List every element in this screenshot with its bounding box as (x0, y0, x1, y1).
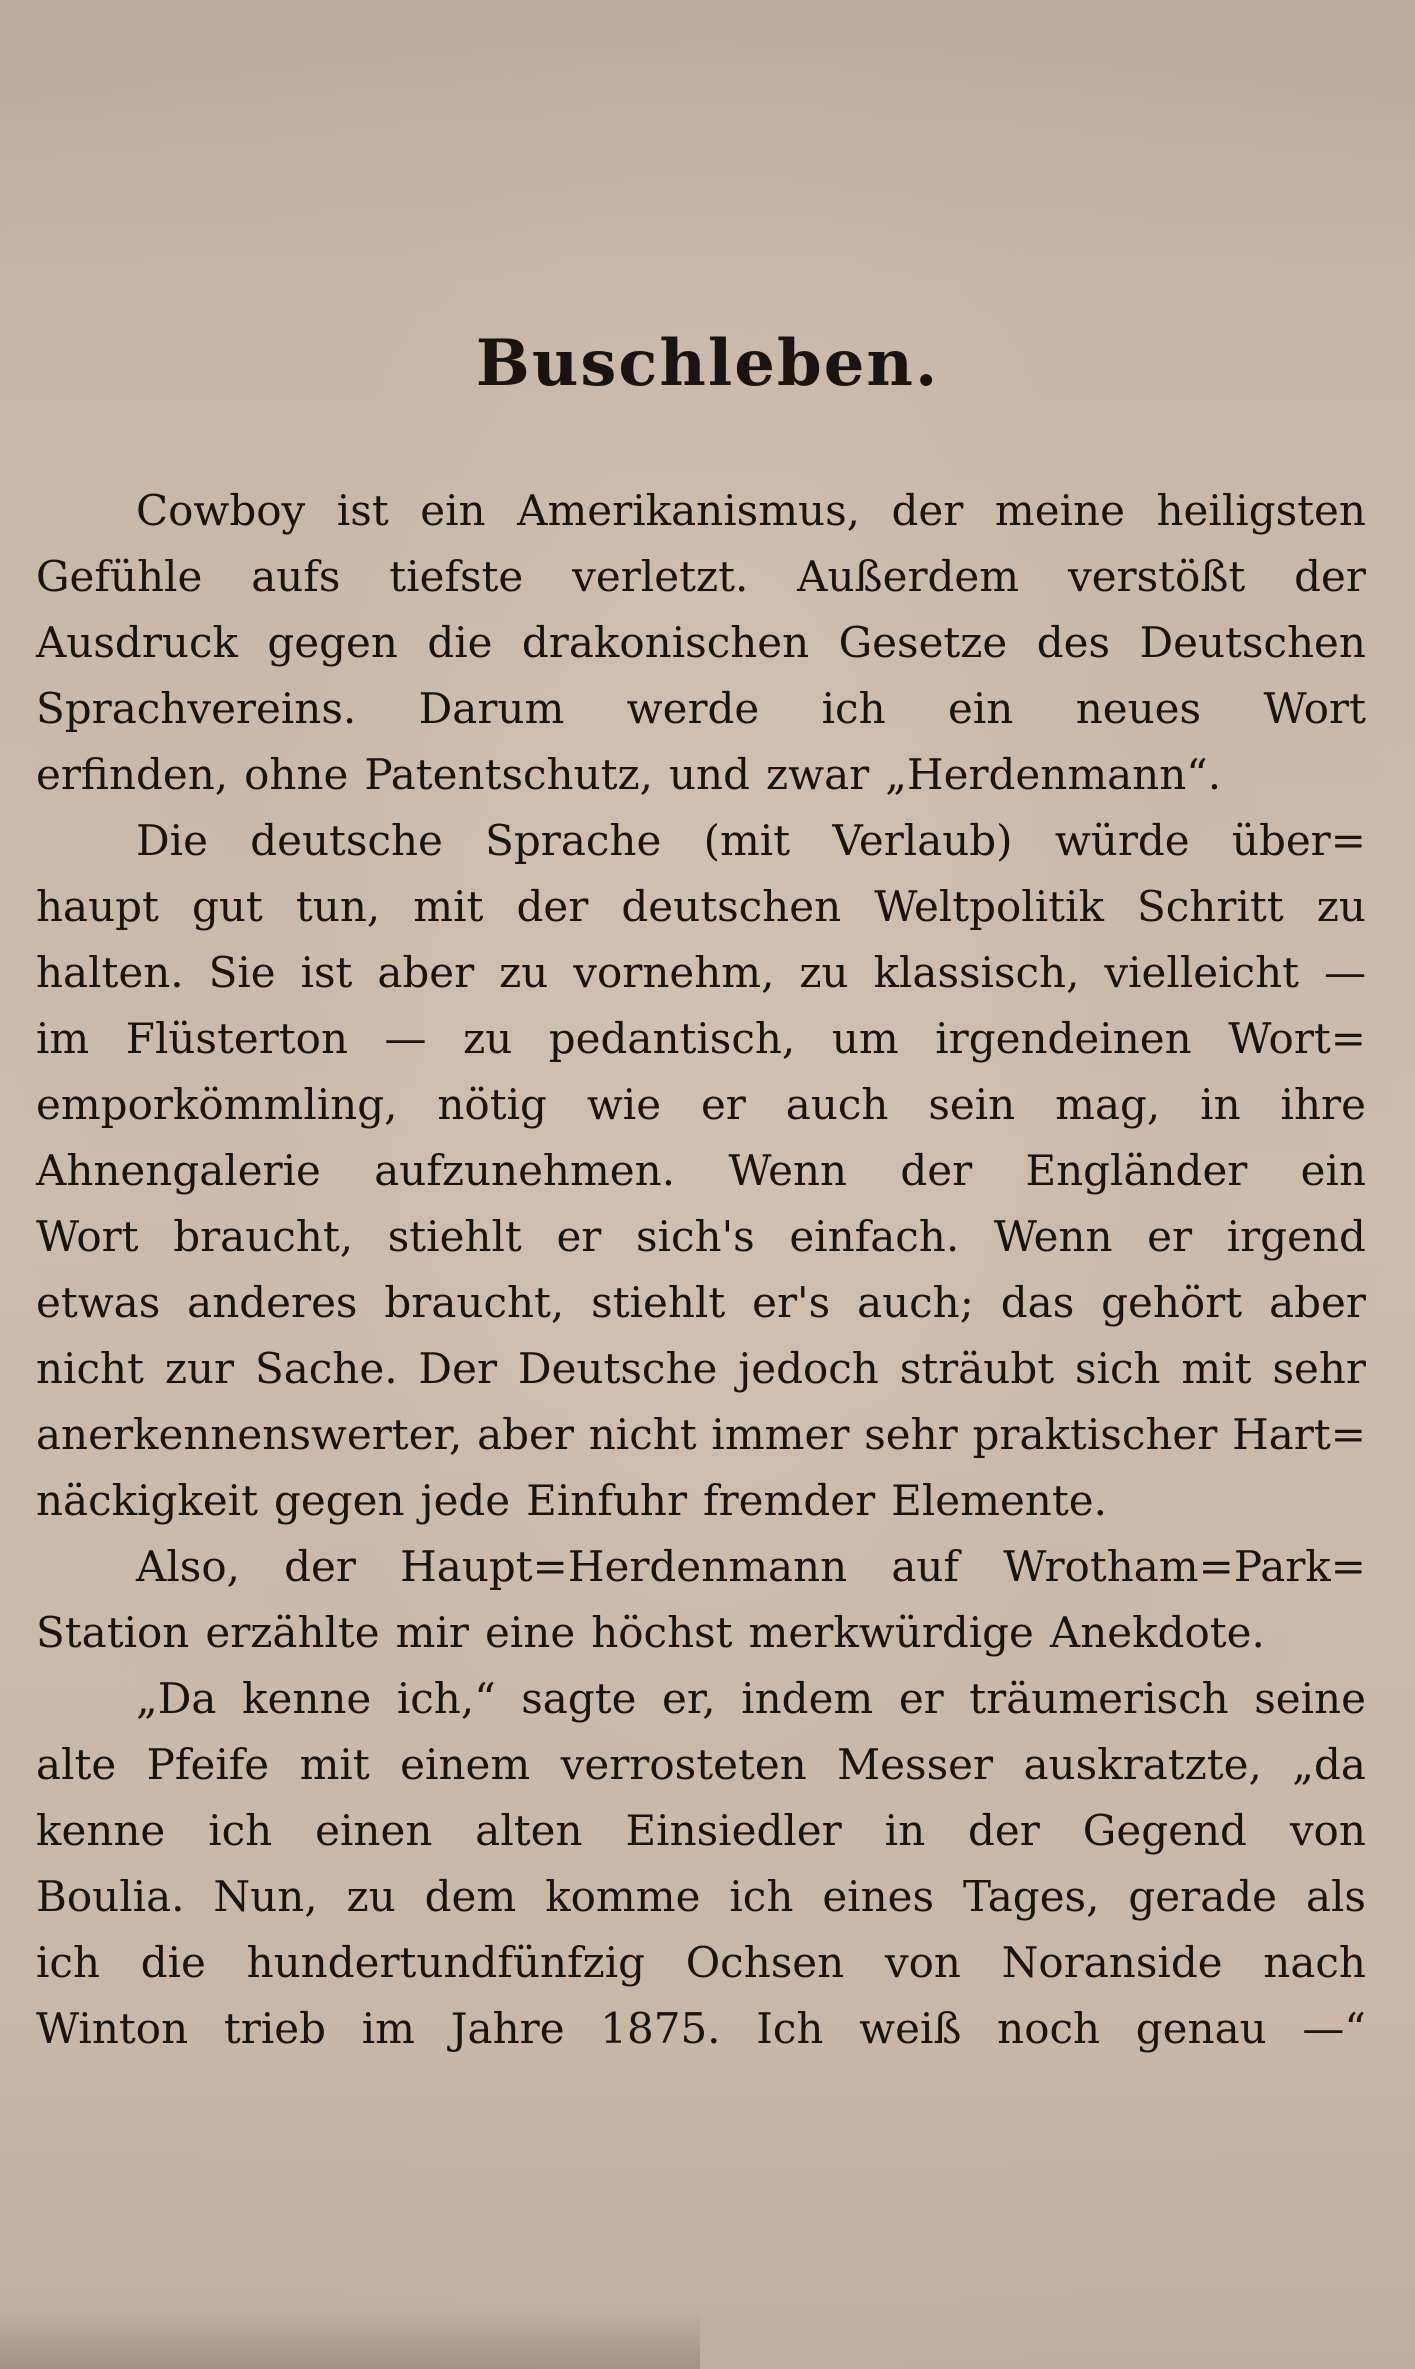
word: —“ (1302, 2004, 1366, 2053)
word: auch; (857, 1278, 974, 1327)
word: Sache. (254, 1344, 398, 1393)
word: ihre (1280, 1080, 1366, 1129)
word: pedantisch, (548, 1014, 796, 1063)
word: sehr (864, 1410, 958, 1459)
word: er (700, 1080, 746, 1129)
text-line (36, 1270, 1366, 1336)
text-line (36, 874, 1366, 940)
text-line (36, 1072, 1366, 1138)
word: emporkömmling, (36, 1080, 398, 1129)
text-line (36, 1666, 1366, 1732)
word: gut (191, 882, 263, 931)
word: Wort= (1228, 1014, 1366, 1063)
word: hundertundfünfzig (246, 1938, 646, 1987)
word: stiehlt (387, 1212, 522, 1261)
word: Nun, (213, 1872, 318, 1921)
word: ich,“ (396, 1674, 496, 1723)
word: irgendeinen (935, 1014, 1192, 1063)
word: ein (420, 486, 486, 535)
word: Tages, (963, 1872, 1100, 1921)
word: Ochsen (685, 1938, 845, 1987)
word: deutschen (621, 882, 842, 931)
word: Sie (208, 948, 276, 997)
word: merkwürdige (748, 1608, 1034, 1657)
word: der (900, 1146, 973, 1195)
word: einen (315, 1806, 433, 1855)
word: indem (741, 1674, 874, 1723)
word: mag, (1055, 1080, 1161, 1129)
word: zu (346, 1872, 396, 1921)
word: Schritt (1137, 882, 1284, 931)
text-line (36, 1006, 1366, 1072)
word: drakonischen (521, 618, 810, 667)
word: zu (1316, 882, 1366, 931)
word: kenne (242, 1674, 372, 1723)
word: vielleicht (1104, 948, 1300, 997)
word: eine (485, 1608, 576, 1657)
word: Boulia. (36, 1872, 185, 1921)
text-line (36, 1996, 1366, 2062)
word: auskratzte, (1023, 1740, 1262, 1789)
word: Wenn (728, 1146, 848, 1195)
word: nicht (36, 1344, 144, 1393)
word: der (1294, 552, 1366, 601)
word: braucht, (384, 1278, 565, 1327)
word: Winton (36, 2004, 189, 2053)
word: der (284, 1542, 356, 1591)
word: er (1147, 1212, 1193, 1261)
word: Gegend (1082, 1806, 1247, 1855)
word: aufzunehmen. (374, 1146, 676, 1195)
word: ein (1300, 1146, 1366, 1195)
word: ohne (244, 750, 349, 799)
word: trieb (223, 2004, 326, 2053)
word: eines (822, 1872, 935, 1921)
word: wie (586, 1080, 662, 1129)
word: mit (299, 1740, 370, 1789)
word: Weltpolitik (874, 882, 1104, 931)
word: Engländer (1025, 1146, 1248, 1195)
word: Haupt=Herdenmann (400, 1542, 848, 1591)
word: Flüsterton (125, 1014, 348, 1063)
word: Jahre (450, 2004, 565, 2053)
word: aufs (251, 552, 341, 601)
word: von (1289, 1806, 1366, 1855)
chapter-title: Buschleben. (475, 326, 940, 401)
text-line (36, 478, 1366, 544)
word: jedoch (738, 1344, 879, 1393)
word: einem (400, 1740, 531, 1789)
word: Anekdote. (1049, 1608, 1265, 1657)
word: genau (1135, 2004, 1267, 2053)
word: Gefühle (36, 552, 203, 601)
word: „Da (136, 1674, 217, 1723)
word: verletzt. (572, 552, 749, 601)
word: auf (891, 1542, 959, 1591)
word: — (384, 1014, 427, 1063)
word: gegen (267, 618, 398, 667)
word: vornehm, (573, 948, 775, 997)
word: klassisch, (873, 948, 1080, 997)
word: tiefste (389, 552, 524, 601)
word: mir (395, 1608, 470, 1657)
word: gerade (1128, 1872, 1278, 1921)
word: Station (36, 1608, 190, 1657)
word: Sprachvereins. (36, 684, 357, 733)
text-line (36, 742, 1366, 808)
word: haupt (36, 882, 159, 931)
word: im (361, 2004, 415, 2053)
word: alte (36, 1740, 117, 1789)
word: nicht (588, 1410, 697, 1459)
word: Wort (36, 1212, 139, 1261)
word: auch (785, 1080, 889, 1129)
word: erzählte (205, 1608, 380, 1657)
word: anerkennenswerter, (36, 1410, 463, 1459)
text-line (36, 1732, 1366, 1798)
word: Ich (756, 2004, 824, 2053)
word: nach (1263, 1938, 1366, 1987)
word: des (1036, 618, 1111, 667)
text-line (36, 1930, 1366, 1996)
word: 1875. (600, 2004, 721, 2053)
text-line (36, 1468, 1366, 1534)
word: ist (300, 948, 353, 997)
word: Hart= (1232, 1410, 1366, 1459)
word: weiß (859, 2004, 962, 2053)
word: Deutsche (517, 1344, 718, 1393)
word: Sprache (485, 816, 662, 865)
text-line (36, 1798, 1366, 1864)
word: die (140, 1938, 206, 1987)
word: würde (1054, 816, 1190, 865)
text-line (36, 940, 1366, 1006)
word: zur (164, 1344, 235, 1393)
word: und (669, 750, 750, 799)
word: meine (994, 486, 1125, 535)
word: Wort (1263, 684, 1366, 733)
word: Verlaub) (832, 816, 1013, 865)
word: ich (208, 1806, 273, 1855)
word: praktischer (972, 1410, 1218, 1459)
word: sträubt (899, 1344, 1055, 1393)
word: Elemente. (891, 1476, 1107, 1525)
word: Ahnengalerie (36, 1146, 321, 1195)
word: Cowboy (136, 486, 306, 535)
word: erfinden, (36, 750, 229, 799)
word: sehr (1272, 1344, 1366, 1393)
word: dem (424, 1872, 517, 1921)
word: alten (475, 1806, 583, 1855)
word: fremder (703, 1476, 876, 1525)
word: Der (418, 1344, 498, 1393)
word: immer (711, 1410, 850, 1459)
word: Messer (837, 1740, 994, 1789)
word: Wenn (993, 1212, 1113, 1261)
word: in (884, 1806, 926, 1855)
word: sich's (636, 1212, 755, 1261)
word: über= (1231, 816, 1366, 865)
chapter-text (36, 478, 1366, 2062)
word: gegen (274, 1476, 405, 1525)
word: Ausdruck (36, 618, 238, 667)
word: zwar (766, 750, 870, 799)
word: halten. (36, 948, 184, 997)
word: stiehlt (591, 1278, 726, 1327)
page-edge-shadow (0, 2310, 700, 2369)
word: anderes (187, 1278, 358, 1327)
text-line (36, 1864, 1366, 1930)
word: zu (499, 948, 549, 997)
word: träumerisch (969, 1674, 1229, 1723)
word: ist (336, 486, 389, 535)
word: Einsiedler (625, 1806, 842, 1855)
word: das (1000, 1278, 1075, 1327)
word: kenne (36, 1806, 166, 1855)
word: er (556, 1212, 602, 1261)
word: ein (948, 684, 1014, 733)
word: noch (997, 2004, 1101, 2053)
word: sein (928, 1080, 1016, 1129)
word: nötig (437, 1080, 547, 1129)
word: der (891, 486, 964, 535)
word: der (516, 882, 589, 931)
word: als (1305, 1872, 1366, 1921)
text-line (36, 808, 1366, 874)
word: Darum (418, 684, 565, 733)
word: er (898, 1674, 944, 1723)
word: — (1323, 948, 1366, 997)
word: die (427, 618, 493, 667)
word: sagte (521, 1674, 637, 1723)
word: Die (136, 816, 208, 865)
word: irgend (1226, 1212, 1366, 1261)
text-line (36, 1138, 1366, 1204)
word: jede (420, 1476, 511, 1525)
word: Also, (136, 1542, 240, 1591)
word: in (1200, 1080, 1241, 1129)
text-line (36, 1534, 1366, 1600)
word: aber (1269, 1278, 1366, 1327)
word: werde (626, 684, 760, 733)
word: Wrotham=Park= (1003, 1542, 1366, 1591)
word: Außerdem (797, 552, 1020, 601)
word: Noranside (1001, 1938, 1223, 1987)
word: braucht, (173, 1212, 354, 1261)
word: Gesetze (838, 618, 1008, 667)
word: seine (1254, 1674, 1366, 1723)
word: deutsche (250, 816, 443, 865)
word: etwas (36, 1278, 161, 1327)
word: Einfuhr (526, 1476, 688, 1525)
word: aber (477, 1410, 574, 1459)
word: zu (463, 1014, 513, 1063)
word: neues (1075, 684, 1202, 733)
text-line (36, 676, 1366, 742)
word: Pfeife (146, 1740, 270, 1789)
word: sich (1074, 1344, 1161, 1393)
word: näckigkeit (36, 1476, 258, 1525)
word: gehört (1101, 1278, 1243, 1327)
word: komme (545, 1872, 701, 1921)
word: tun, (295, 882, 381, 931)
word: mit (413, 882, 484, 931)
word: ich (36, 1938, 101, 1987)
word: verstößt (1067, 552, 1246, 601)
word: Deutschen (1139, 618, 1366, 667)
word: ich (729, 1872, 794, 1921)
text-line (36, 1336, 1366, 1402)
word: „da (1292, 1740, 1366, 1789)
word: er's (752, 1278, 831, 1327)
word: höchst (591, 1608, 733, 1657)
word: einfach. (789, 1212, 960, 1261)
word: heiligsten (1156, 486, 1366, 535)
word: verrosteten (560, 1740, 807, 1789)
word: der (968, 1806, 1040, 1855)
word: Patentschutz, (364, 750, 653, 799)
text-line (36, 544, 1366, 610)
word: Amerikanismus, (517, 486, 860, 535)
word: (mit (703, 816, 791, 865)
word: zu (799, 948, 849, 997)
word: von (884, 1938, 961, 1987)
word: im (36, 1014, 90, 1063)
word: ich (821, 684, 886, 733)
text-line (36, 1204, 1366, 1270)
word: er, (661, 1674, 716, 1723)
text-line (36, 610, 1366, 676)
text-line (36, 1402, 1366, 1468)
word: um (831, 1014, 899, 1063)
word: „Herdenmann“. (885, 750, 1222, 799)
word: aber (377, 948, 475, 997)
text-line (36, 1600, 1366, 1666)
word: mit (1181, 1344, 1252, 1393)
